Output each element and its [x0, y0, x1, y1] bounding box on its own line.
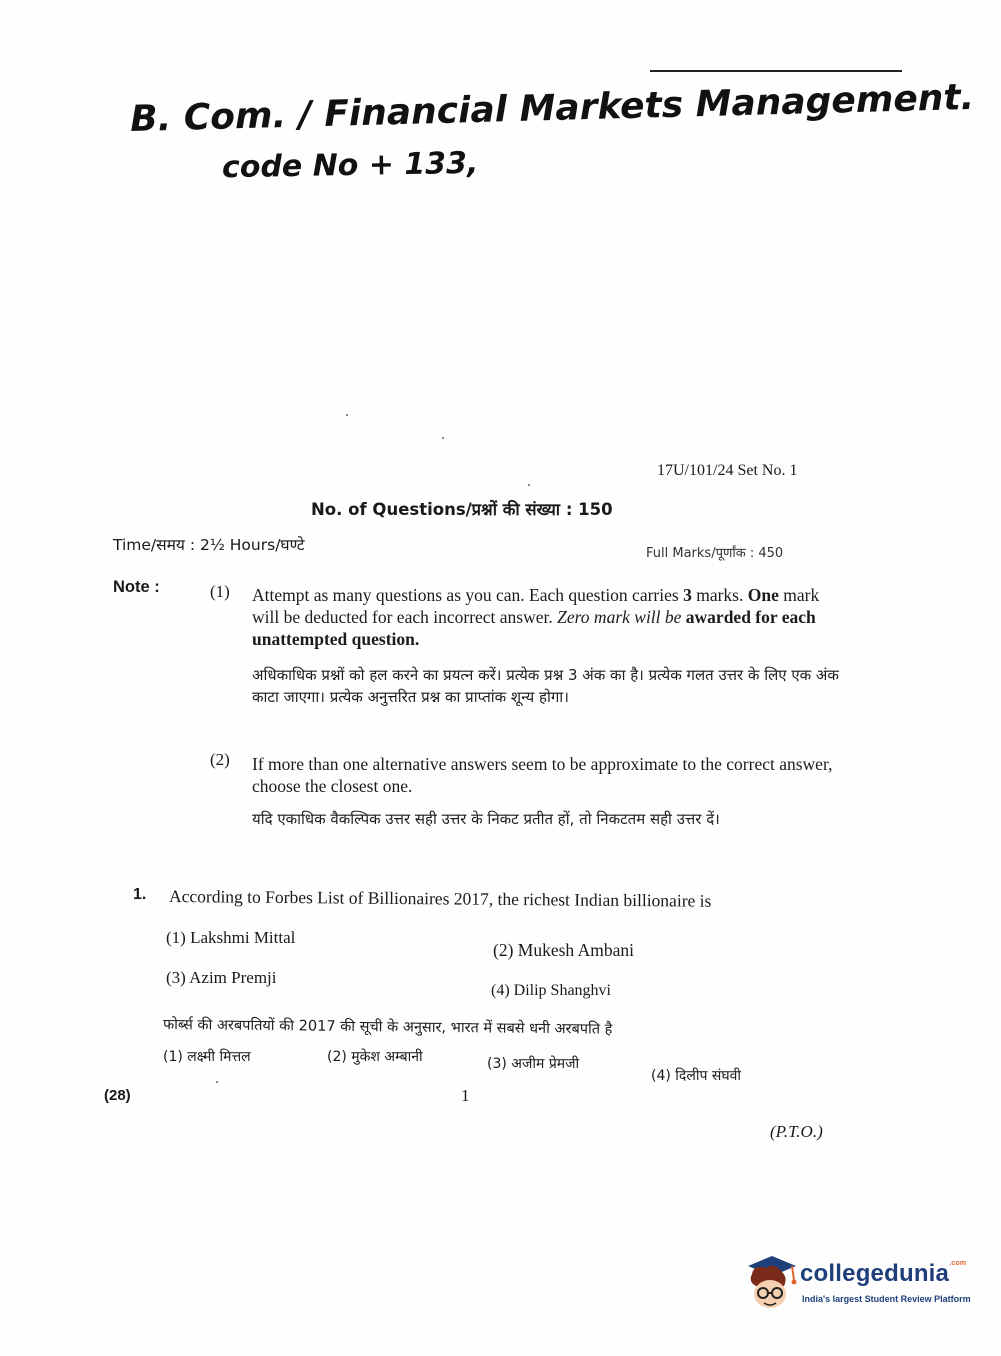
scan-speck [216, 1081, 218, 1083]
note-1-text-bold: awarded for each unattempted question. [252, 607, 816, 649]
question-1-option-1: (1) Lakshmi Mittal [166, 928, 296, 947]
logo-brand-text [800, 1260, 966, 1288]
note-item-1-number: (1) [210, 582, 230, 601]
full-marks: Full Marks/पूर्णांक : 450 [646, 546, 784, 561]
note-item-1-english [252, 584, 846, 650]
question-1-option-3: (3) Azim Premji [166, 968, 277, 987]
page-number: 1 [461, 1086, 470, 1105]
top-rule [650, 70, 902, 72]
scan-speck [346, 414, 348, 416]
time-allowed: Time/समय : 2½ Hours/घण्टे [113, 536, 305, 554]
note-1-text-b: marks. [691, 585, 744, 605]
question-1-hindi-option-4: (4) दिलीप संघवी [651, 1068, 742, 1084]
handwritten-code-number: code No + 133, [221, 145, 479, 186]
note-1-text-italic: Zero mark will be [557, 607, 682, 627]
note-item-2-number: (2) [210, 750, 230, 769]
note-item-2-english: If more than one alternative answers seem to be approximate to the correct answer, choose the closest one. [252, 754, 833, 796]
note-1-text-c: mark will be deducted for each incorrect answer. [252, 585, 820, 627]
question-1-text: According to Forbes List of Billionaires 2017, the richest Indian billionaire is [168, 886, 712, 911]
question-1-hindi-option-2: (2) मुकेश अम्बानी [327, 1049, 423, 1065]
please-turn-over: (P.T.O.) [770, 1122, 823, 1141]
question-1-hindi-option-1: (1) लक्ष्मी मित्तल [163, 1049, 251, 1065]
scan-speck [442, 437, 444, 439]
note-1-marks-value: 3 [683, 585, 692, 605]
question-1-number: 1. [133, 886, 147, 903]
logo-brand-suffix: .com [949, 1260, 967, 1267]
question-1-hindi-text: फोर्ब्स की अरबपतियों की 2017 की सूची के अनुसार, भारत में सबसे धनी अरबपति है [162, 1017, 613, 1038]
paper-code-footer: (28) [104, 1087, 131, 1104]
note-item-2-hindi: यदि एकाधिक वैकल्पिक उत्तर सही उत्तर के निकट प्रतीत हों, तो निकटतम सही उत्तर दें। [252, 810, 720, 828]
logo-tagline: India's largest Student Review Platform [802, 1294, 971, 1304]
mascot-icon [742, 1252, 798, 1312]
note-item-1-hindi: अधिकाधिक प्रश्नों को हल करने का प्रयत्न करें। प्रत्येक प्रश्न 3 अंक का है। प्रत्येक गलत उत्तर के लिए एक अंक काटा जाएगा। प्रत्येक अनुत्तरित प्रश्न का प्राप्तांक शून्य होगा। [252, 666, 839, 706]
handwritten-course-title: B. Com. / Financial Markets Management. [129, 76, 975, 141]
questions-count: No. of Questions/प्रश्नों की संख्या : 150 [311, 500, 613, 519]
logo-brand-name: collegedunia [800, 1260, 950, 1287]
set-code: 17U/101/24 Set No. 1 [657, 462, 798, 479]
question-1-hindi-option-3: (3) अजीम प्रेमजी [487, 1056, 580, 1072]
note-1-one-word: One [747, 585, 779, 605]
collegedunia-logo [742, 1252, 972, 1312]
note-1-text-a: Attempt as many questions as you can. Each question carries [252, 585, 684, 605]
question-1-option-2: (2) Mukesh Ambani [493, 940, 634, 960]
note-label: Note : [113, 578, 160, 596]
question-1-option-4: (4) Dilip Shanghvi [491, 982, 611, 999]
scan-speck [528, 484, 530, 486]
